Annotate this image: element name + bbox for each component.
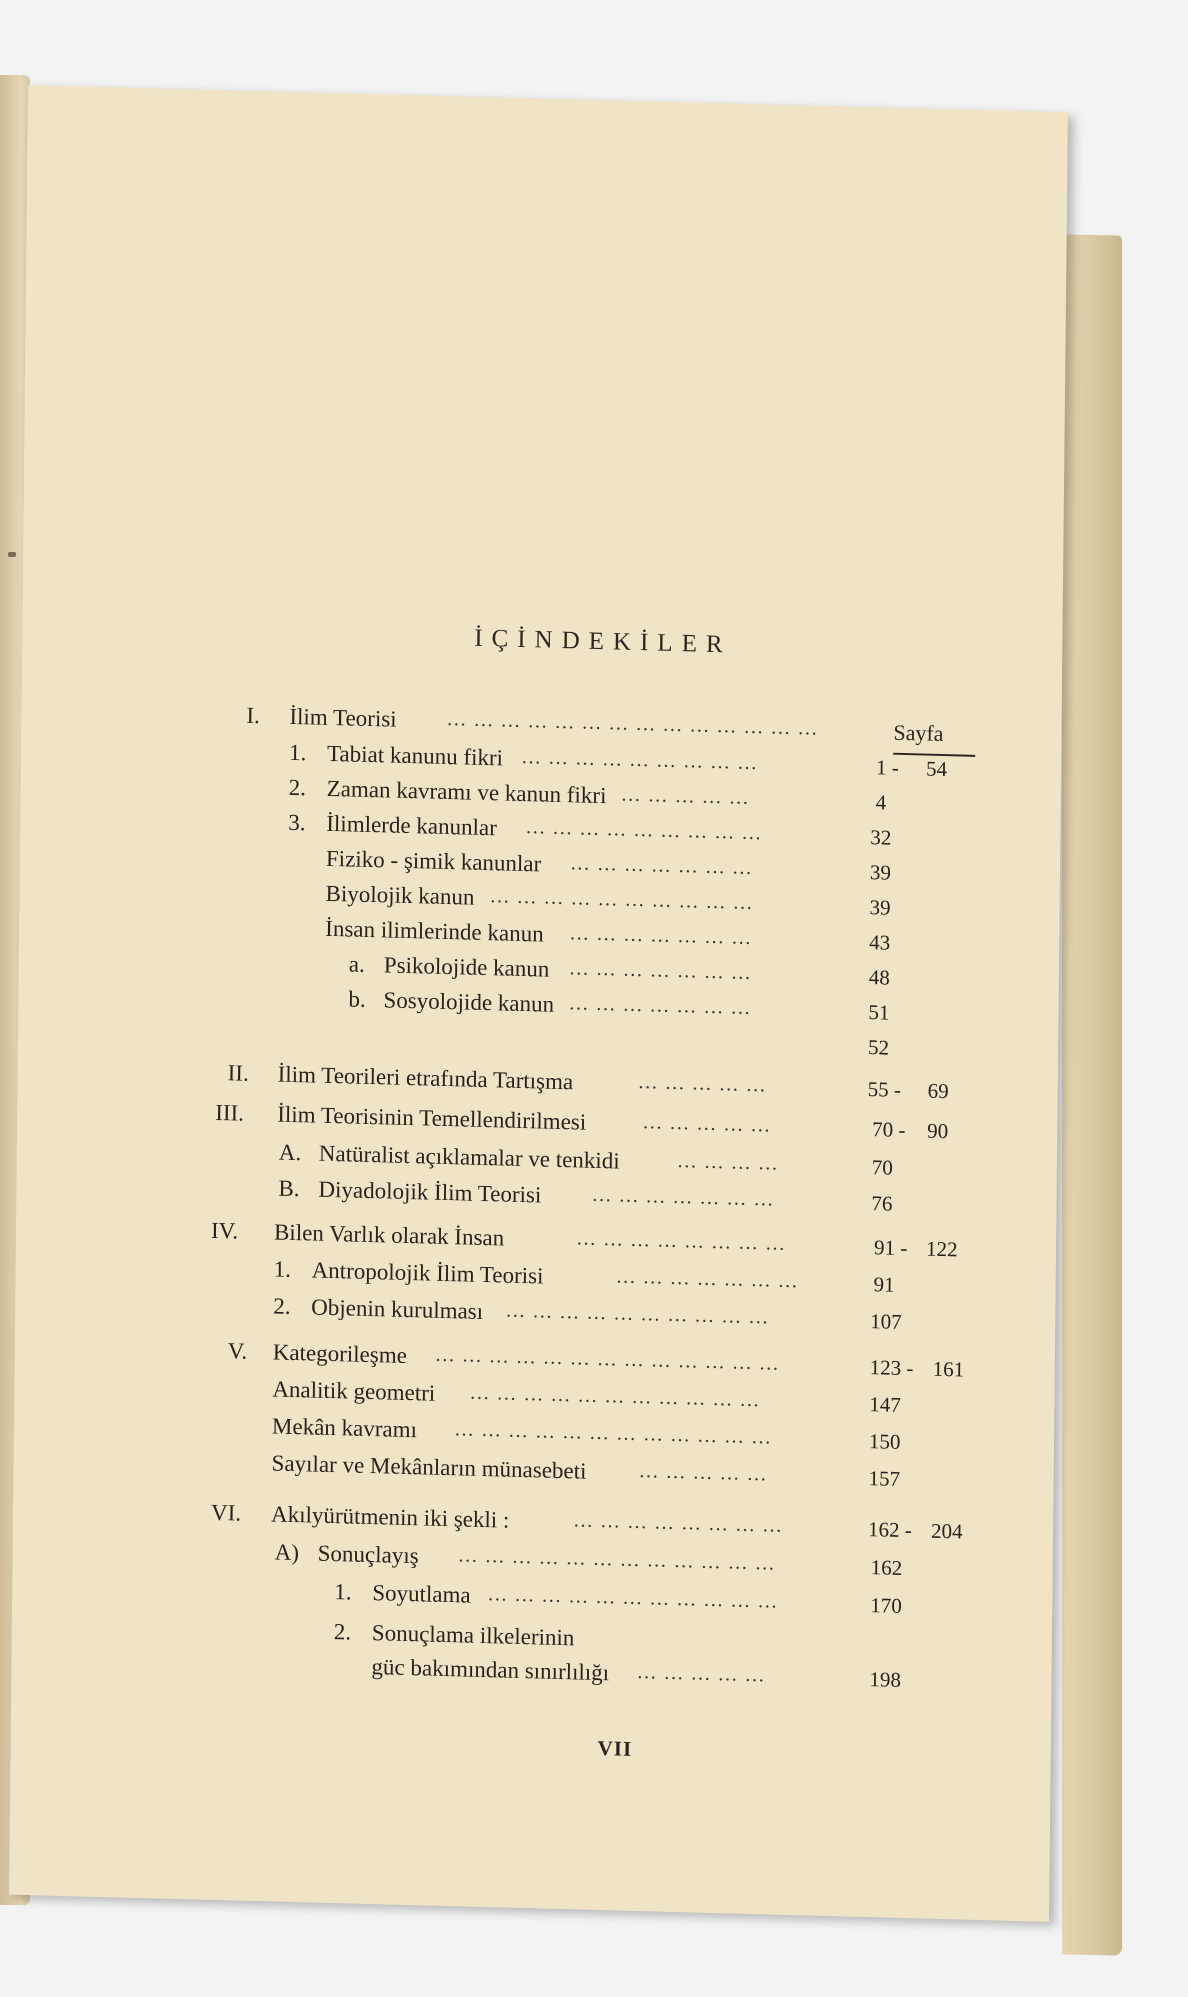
- entry-leader: … … … … … … … … … …: [489, 885, 754, 915]
- entry-number: 1.: [288, 739, 307, 766]
- entry-title: güc bakımından sınırlılığı: [371, 1654, 610, 1686]
- entry-leader: … … … … … … … … …: [525, 816, 763, 845]
- entry-number: a.: [348, 951, 365, 977]
- entry-leader: … … … … … … … … … …: [505, 1299, 770, 1329]
- page-column-header: Sayfa: [893, 719, 944, 747]
- entry-number: A.: [278, 1139, 302, 1166]
- entry-page-end: 161: [932, 1356, 965, 1382]
- entry-title: Akılyürütmenin iki şekli :: [270, 1501, 510, 1533]
- entry-page: 52: [867, 1035, 890, 1060]
- page-stack-edge: [1062, 234, 1122, 1955]
- entry-page: 39: [869, 860, 892, 885]
- entry-leader: … … … … … … … … … … …: [469, 1381, 761, 1412]
- entry-title: Soyutlama: [372, 1580, 471, 1608]
- entry-page: 55 -: [867, 1077, 902, 1102]
- entry-page: 162: [870, 1555, 903, 1580]
- entry-number: 1.: [334, 1579, 352, 1605]
- entry-page: 147: [869, 1392, 901, 1417]
- entry-page: 39: [869, 895, 891, 920]
- entry-title: Objenin kurulması: [311, 1294, 484, 1324]
- entry-number: 2.: [273, 1293, 291, 1319]
- entry-page: 32: [870, 825, 892, 850]
- entry-page-end: 122: [925, 1236, 958, 1262]
- entry-page: 51: [868, 1000, 890, 1025]
- entry-title: Fiziko - şimik kanunlar: [325, 845, 542, 877]
- entry-title: Tabiat kanunu fikri: [326, 740, 504, 771]
- entry-title: Psikolojide kanun: [383, 952, 550, 982]
- entry-title: Mekân kavramı: [271, 1413, 418, 1443]
- entry-title: Kategorileşme: [272, 1339, 408, 1368]
- entry-title: Analitik geometri: [272, 1376, 436, 1406]
- entry-page: 70 -: [872, 1117, 906, 1143]
- entry-page: 123 -: [869, 1355, 914, 1381]
- entry-page: 76: [871, 1191, 893, 1216]
- entry-page: 4: [875, 790, 887, 815]
- entry-leader: … … … … … … …: [568, 957, 752, 984]
- entry-page: 91: [873, 1272, 895, 1297]
- page-heading: İÇİNDEKİLER: [474, 624, 732, 659]
- entry-title: İlimlerde kanunlar: [326, 810, 497, 841]
- entry-title: Sonuçlama ilkelerinin: [371, 1620, 575, 1651]
- entry-title: Biyolojik kanun: [325, 880, 475, 910]
- entry-page-end: 69: [927, 1078, 949, 1104]
- entry-number: II.: [227, 1060, 249, 1086]
- entry-page-end: 54: [925, 756, 948, 782]
- entry-title: İnsan ilimlerinde kanun: [325, 915, 544, 947]
- entry-leader: … … … … … … … … … … … …: [457, 1544, 776, 1575]
- entry-page: 91 -: [873, 1235, 908, 1261]
- entry-number: VI.: [210, 1499, 242, 1526]
- entry-page: 70: [871, 1155, 893, 1180]
- entry-page-end: 204: [930, 1518, 963, 1544]
- entry-number: V.: [227, 1338, 248, 1364]
- entry-leader: … … … … … … …: [569, 922, 753, 950]
- entry-page: 107: [870, 1309, 902, 1334]
- entry-leader: … … … … …: [638, 1460, 768, 1486]
- entry-page: 162 -: [867, 1517, 912, 1543]
- entry-title: İlim Teorisinin Temellendirilmesi: [277, 1101, 587, 1135]
- entry-title: İlim Teorileri etrafında Tartışma: [277, 1061, 574, 1095]
- entry-title: Zaman kavramı ve kanun fikri: [326, 775, 607, 809]
- entry-title: Diyadolojik İlim Teorisi: [318, 1176, 542, 1208]
- entry-number: 2.: [333, 1619, 352, 1645]
- page-number-footer: VII: [597, 1736, 633, 1761]
- entry-number: B.: [278, 1175, 300, 1202]
- entry-title: Antropolojik İlim Teorisi: [311, 1257, 544, 1289]
- entry-leader: … … … … … … …: [615, 1265, 799, 1293]
- entry-number: III.: [215, 1099, 245, 1126]
- entry-leader: … … … … … … … … … … …: [487, 1583, 779, 1613]
- entry-number: b.: [348, 986, 366, 1012]
- entry-page: 198: [869, 1667, 902, 1692]
- entry-title: Sosyolojide kanun: [383, 987, 555, 1017]
- entry-leader: … … … … … … … … … … … … …: [434, 1343, 780, 1375]
- entry-page-end: 90: [927, 1118, 949, 1144]
- entry-leader: … … … … …: [636, 1661, 766, 1687]
- entry-leader: … … … … …: [637, 1071, 767, 1097]
- entry-number: A): [274, 1539, 300, 1566]
- entry-page: 150: [868, 1429, 901, 1454]
- entry-leader: … … … … … … … … … … … … … …: [446, 707, 819, 740]
- entry-leader: … … … … … … …: [569, 852, 754, 880]
- entry-leader: … … … … …: [620, 783, 750, 809]
- entry-leader: … … … … … … … … … … … …: [453, 1418, 773, 1449]
- entry-page: 43: [869, 930, 891, 955]
- entry-number: I.: [246, 702, 261, 729]
- entry-number: 3.: [288, 809, 306, 836]
- entry-page: 157: [868, 1466, 901, 1491]
- entry-title: İlim Teorisi: [289, 703, 397, 732]
- entry-title: Bilen Varlık olarak İnsan: [273, 1219, 505, 1251]
- entry-leader: … … … … … … …: [568, 992, 752, 1019]
- entry-leader: … … … …: [676, 1150, 779, 1175]
- entry-title: Sayılar ve Mekânların münasebeti: [271, 1450, 587, 1484]
- entry-number: 2.: [288, 774, 307, 801]
- entry-title: Natüralist açıklamalar ve tenkidi: [318, 1140, 620, 1174]
- entry-leader: … … … … … … … …: [572, 1509, 784, 1537]
- entry-number: IV.: [210, 1217, 239, 1244]
- entry-leader: … … … … … … … …: [575, 1227, 787, 1255]
- entry-page: 1 -: [875, 755, 899, 780]
- entry-page: 48: [868, 965, 890, 990]
- entry-leader: … … … … …: [642, 1111, 772, 1137]
- entry-leader: … … … … … … …: [591, 1183, 775, 1211]
- entry-number: 1.: [273, 1256, 292, 1282]
- entry-title: Sonuçlayış: [317, 1540, 419, 1569]
- entry-page: 170: [870, 1593, 902, 1618]
- entry-leader: … … … … … … … … …: [520, 745, 759, 775]
- page-mark: [8, 552, 16, 557]
- book-page: [9, 85, 1068, 1922]
